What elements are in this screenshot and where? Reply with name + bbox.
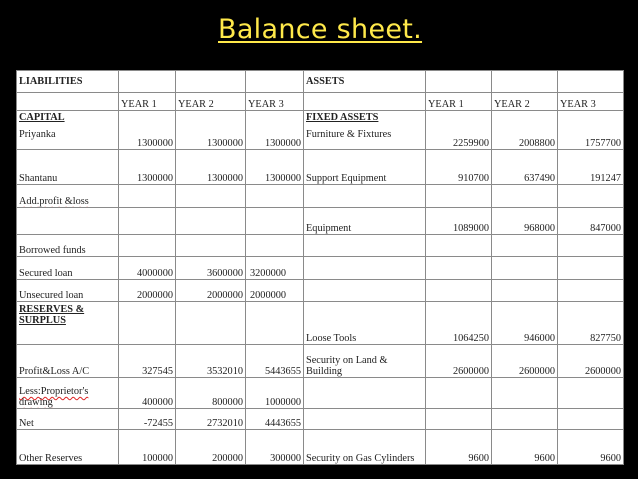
- cell-value: 2732010: [176, 408, 246, 429]
- cell-value: 1300000: [176, 111, 246, 149]
- cell-value: 2259900: [426, 111, 492, 149]
- balance-sheet-table: [16, 70, 624, 465]
- cell-value: 1000000: [246, 378, 304, 408]
- row-label: Add.profit &loss: [19, 195, 89, 207]
- cell-value: 1300000: [176, 149, 246, 185]
- year-header: YEAR 2: [176, 93, 246, 111]
- assets-heading: ASSETS: [304, 71, 426, 93]
- row-label: Furniture & Fixtures: [306, 129, 392, 141]
- table-row: [17, 93, 624, 111]
- row-label: Equipment: [304, 207, 426, 234]
- row-label: Profit&Loss A/C: [19, 366, 90, 378]
- cell-value: 2000000: [119, 279, 176, 301]
- table-row: [17, 71, 624, 93]
- cell-value: 327545: [119, 344, 176, 378]
- cell-value: 2600000: [492, 344, 558, 378]
- cell-value: 1089000: [426, 207, 492, 234]
- cell-value: 2000000: [176, 279, 246, 301]
- cell-value: 847000: [558, 207, 624, 234]
- cell-value: 827750: [558, 302, 624, 345]
- fixed-assets-heading: FIXED ASSETS: [306, 112, 379, 124]
- table-row: [17, 430, 624, 465]
- row-label: Support Equipment: [304, 149, 426, 185]
- liabilities-heading: LIABILITIES: [17, 71, 119, 93]
- row-label: Less:Proprietor's drawing: [19, 385, 89, 408]
- row-label: Security on Gas Cylinders: [304, 430, 426, 465]
- table-row: [17, 279, 624, 301]
- cell-value: 200000: [176, 430, 246, 465]
- row-label: Security on Land & Building: [304, 344, 426, 378]
- table-row: [17, 344, 624, 378]
- cell-value: 191247: [558, 149, 624, 185]
- cell-value: 2600000: [426, 344, 492, 378]
- row-label: Secured loan: [17, 257, 119, 279]
- row-label: Other Reserves: [17, 430, 119, 465]
- cell-value: 1300000: [119, 111, 176, 149]
- cell-value: 2008800: [492, 111, 558, 149]
- cell-value: 1300000: [246, 111, 304, 149]
- slide-title: Balance sheet.: [218, 14, 423, 45]
- cell-value: 9600: [558, 430, 624, 465]
- row-label: Shantanu: [17, 149, 119, 185]
- cell-value: 2600000: [558, 344, 624, 378]
- cell-value: 910700: [426, 149, 492, 185]
- capital-heading: CAPITAL: [19, 112, 65, 124]
- year-header: YEAR 3: [246, 93, 304, 111]
- table-row: [17, 149, 624, 185]
- cell-value: 9600: [492, 430, 558, 465]
- cell-value: 5443655: [246, 344, 304, 378]
- row-label: Unsecured loan: [17, 279, 119, 301]
- cell-value: 4000000: [119, 257, 176, 279]
- year-header: YEAR 1: [426, 93, 492, 111]
- cell-value: 1300000: [246, 149, 304, 185]
- cell-value: 400000: [119, 378, 176, 408]
- table-row: [17, 207, 624, 234]
- table-row: [17, 257, 624, 279]
- table-row: [17, 111, 624, 149]
- cell-value: 9600: [426, 430, 492, 465]
- cell-value: 3200000: [246, 257, 304, 279]
- cell-value: 946000: [492, 302, 558, 345]
- year-header: YEAR 3: [558, 93, 624, 111]
- cell-value: 300000: [246, 430, 304, 465]
- cell-value: 1757700: [558, 111, 624, 149]
- reserves-heading: RESERVES & SURPLUS: [17, 302, 119, 345]
- cell-value: 800000: [176, 378, 246, 408]
- table-row: [17, 185, 624, 207]
- table-row: [17, 302, 624, 345]
- row-label: Loose Tools: [304, 302, 426, 345]
- year-header: YEAR 2: [492, 93, 558, 111]
- cell-value: 637490: [492, 149, 558, 185]
- cell-value: 3532010: [176, 344, 246, 378]
- cell-value: 3600000: [176, 257, 246, 279]
- row-label: Priyanka: [19, 129, 56, 141]
- cell-value: 1064250: [426, 302, 492, 345]
- row-label: Net: [17, 408, 119, 429]
- cell-value: 4443655: [246, 408, 304, 429]
- cell-value: 968000: [492, 207, 558, 234]
- cell-value: 100000: [119, 430, 176, 465]
- row-label: Borrowed funds: [17, 234, 119, 256]
- table-row: [17, 234, 624, 256]
- year-header: YEAR 1: [119, 93, 176, 111]
- cell-value: 1300000: [119, 149, 176, 185]
- cell-value: 2000000: [246, 279, 304, 301]
- cell-value: -72455: [119, 408, 176, 429]
- balance-sheet: [16, 70, 623, 465]
- table-row: [17, 378, 624, 408]
- table-row: [17, 408, 624, 429]
